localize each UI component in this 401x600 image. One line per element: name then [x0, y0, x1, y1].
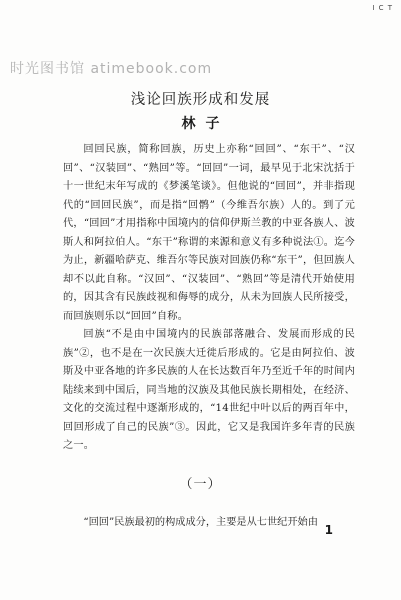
- section-paragraph-start: “回回”民族最初的构成成分，主要是从七世纪开始由: [83, 517, 318, 528]
- author-name: 林子: [181, 116, 230, 132]
- article-body: [63, 141, 355, 456]
- corner-mark: I C T: [372, 4, 393, 12]
- section-heading: （一）: [179, 477, 222, 492]
- page-number: 1: [324, 523, 333, 537]
- article-title: 浅论回族形成和发展: [130, 92, 271, 108]
- paragraph-2: 回族“不是由中国境内的民族部落融合、发展而形成的民族”②，也不是在一次民族大迁徙后形成的。它是由阿拉伯、波斯及中亚各地的许多民族的人在长达数百年乃至近千年的时间内陆续来到中国后，同当地的汉族及其他民族长期相处，在经济、文化的交流过程中逐渐形成的，“14世纪中叶以后的两百年中，回回形成了自己的民族”③。因此，它又是我国许多年青的民族之一。: [63, 329, 355, 451]
- watermark: 时光图书馆 atimebook.com: [10, 61, 213, 77]
- paragraph-1: 回回民族，简称回族，历史上亦称“回回”、“东干”、“汉回”、“汉装回”、“熟回”等。“回回”一词，最早见于北宋沈括于十一世纪末年写成的《梦溪笔谈》。但他说的“回回”，并非指现代的“回回民族”，而是指“回鹘”（今维吾尔族）人的。到了元代，“回回”才用指称中国境内的信仰伊斯兰教的中亚各族人、波斯人和阿拉伯人。“东干”称谓的来源和意义有多种说法①。迄今为止，新疆哈萨克、维吾尔等民族对回族仍称“东干”，但回族人却不以此自称。“汉回”、“汉装回”、“熟回”等是清代开始使用的，因其含有民族歧视和侮辱的成分，从未为回族人民所接受，而回族则乐以“回回”自称。: [63, 144, 355, 322]
